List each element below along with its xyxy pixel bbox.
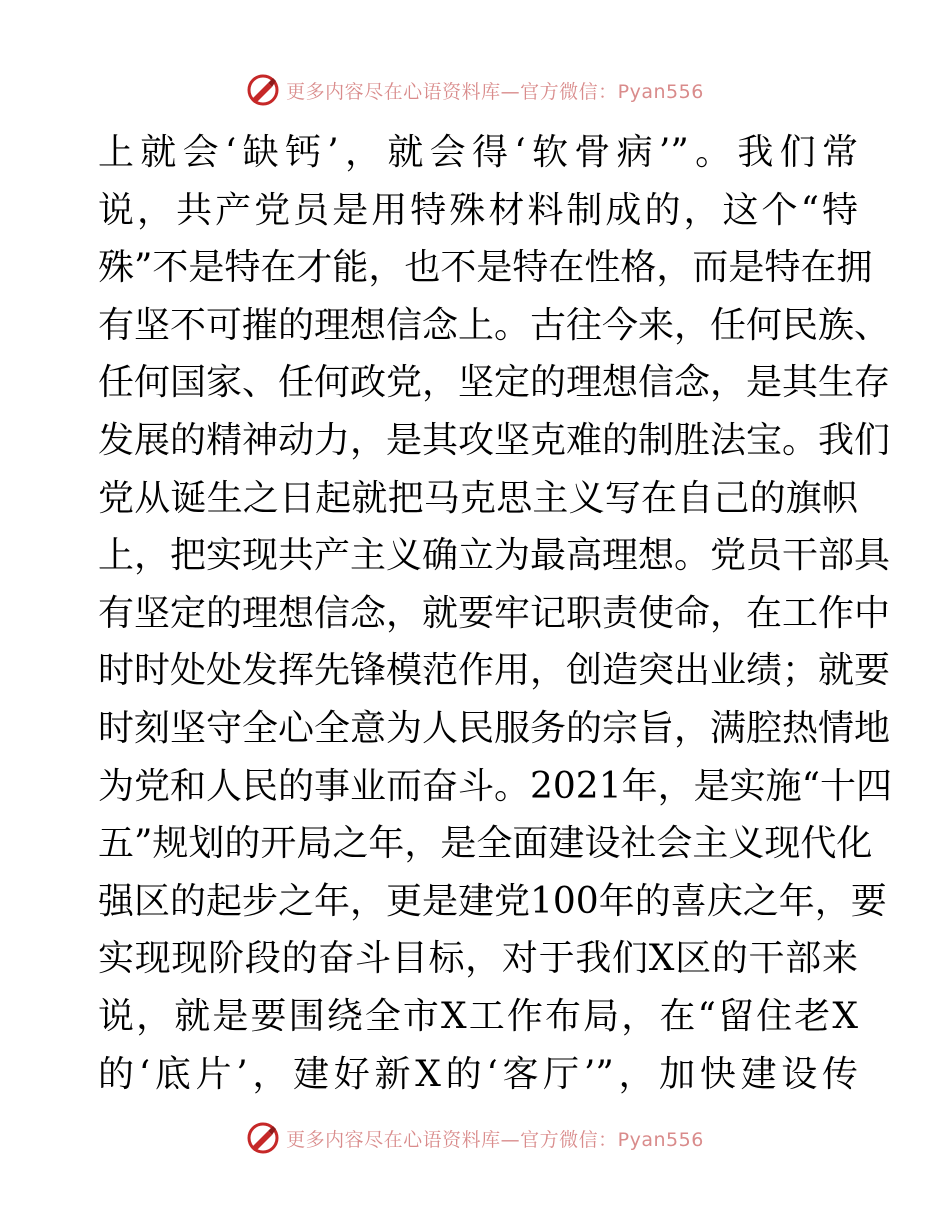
text-line: 强区的起步之年，更是建党100年的喜庆之年，要	[98, 880, 887, 922]
text-line: 殊”不是特在才能，也不是特在性格，而是特在拥	[98, 247, 873, 289]
text-line: 有坚不可摧的理想信念上。古往今来，任何民族、	[98, 304, 891, 346]
text-line: 时刻坚守全心全意为人民服务的宗旨，满腔热情地	[98, 707, 891, 749]
footer-watermark-text: 更多内容尽在心语资料库—官方微信：Pyan556	[286, 1128, 704, 1151]
text-line: 为党和人民的事业而奋斗。2021年，是实施“十四	[98, 765, 893, 807]
document-body	[98, 124, 893, 1103]
text-line: 五”规划的开局之年，是全面建设社会主义现代化	[98, 823, 873, 865]
text-line: 党从诞生之日起就把马克思主义写在自己的旗帜	[98, 477, 858, 519]
text-line: 说，就是要围绕全市X工作布局，在“留住老X	[98, 995, 858, 1037]
text-line: 时时处处发挥先锋模范作用，创造突出业绩；就要	[98, 650, 891, 692]
text-line: 任何国家、任何政党，坚定的理想信念，是其生存	[98, 362, 891, 404]
text-line: 上就会‘缺钙’，就会得‘软骨病’”。我们常	[98, 132, 858, 173]
text-line: 的‘底片’，建好新X的‘客厅’”，加快建设传	[98, 1053, 858, 1095]
footer-watermark	[0, 1118, 950, 1158]
text-line: 上，把实现共产主义确立为最高理想。党员干部具	[98, 535, 891, 577]
text-line: 实现现阶段的奋斗目标，对于我们X区的干部来	[98, 938, 858, 980]
text-line: 有坚定的理想信念，就要牢记职责使命，在工作中	[98, 592, 891, 634]
header-watermark-text: 更多内容尽在心语资料库—官方微信：Pyan556	[286, 80, 704, 103]
text-line: 说，共产党员是用特殊材料制成的，这个“特	[98, 189, 858, 231]
header-watermark	[0, 70, 950, 110]
pen-in-circle-icon	[246, 1121, 280, 1155]
pen-in-circle-icon	[246, 73, 280, 107]
text-line: 发展的精神动力，是其攻坚克难的制胜法宝。我们	[98, 419, 891, 461]
